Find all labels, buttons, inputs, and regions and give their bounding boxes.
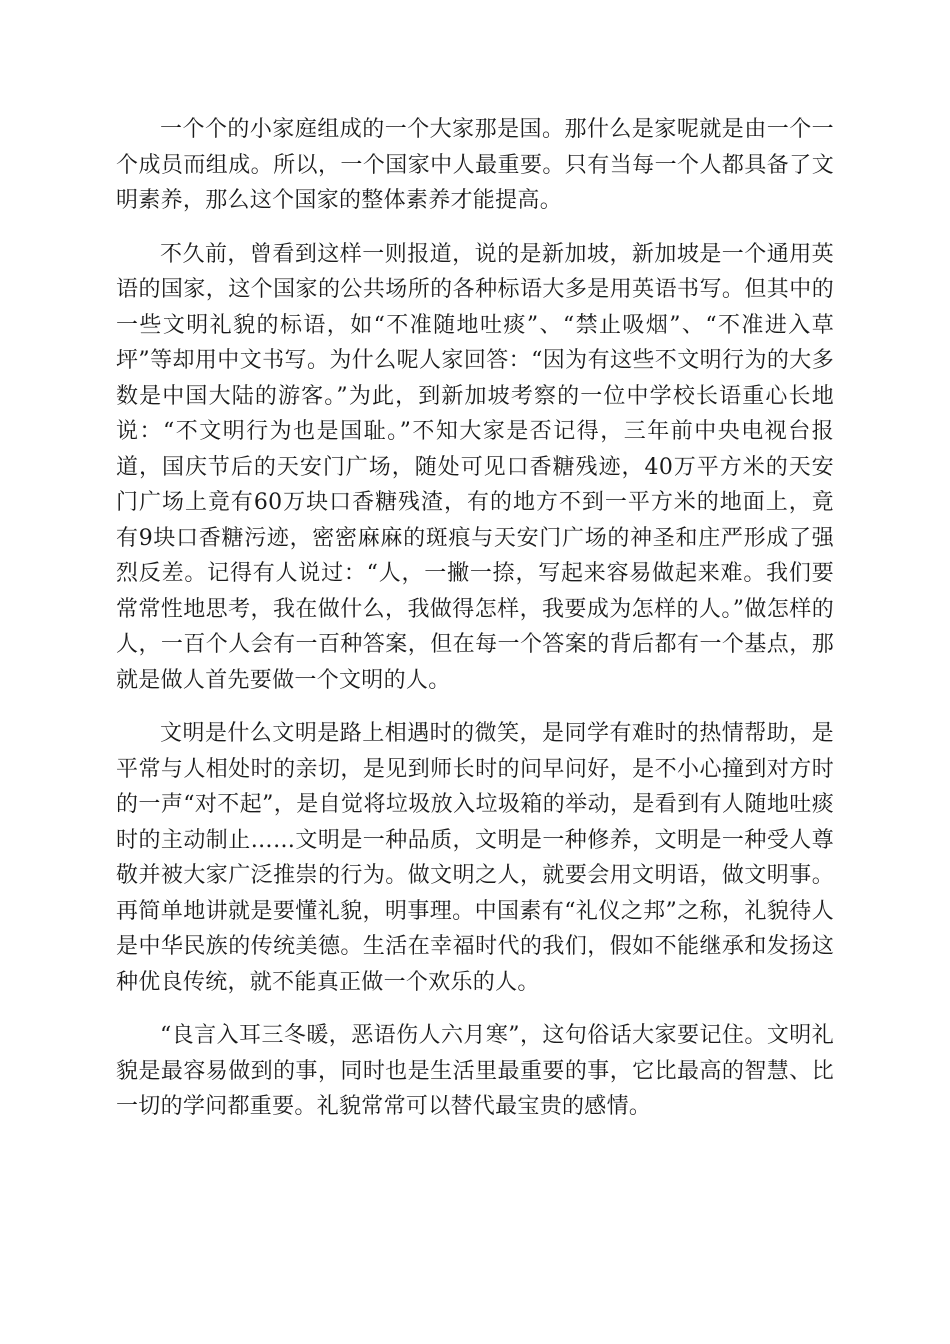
paragraph-1: 一个个的小家庭组成的一个大家那是国。那什么是家呢就是由一个一个成员而组成。所以，一个国家中人最重要。只有当每一个人都具备了文明素养，那么这个国家的整体素养才能提高。	[116, 117, 834, 213]
document-body	[116, 112, 834, 1143]
paragraph-3: 文明是什么文明是路上相遇时的微笑，是同学有难时的热情帮助，是平常与人相处时的亲切，是见到师长时的问早问好，是不小心撞到对方时的一声“对不起”，是自觉将垃圾放入垃圾箱的举动，是看到有人随地吐痰时的主动制止……文明是一种品质，文明是一种修养，文明是一种受人尊敬并被大家广泛推崇的行为。做文明之人，就要会用文明语，做文明事。再简单地讲就是要懂礼貌，明事理。中国素有“礼仪之邦”之称，礼貌待人是中华民族的传统美德。生活在幸福时代的我们，假如不能继承和发扬这种优良传统，就不能真正做一个欢乐的人。	[116, 721, 834, 995]
paragraph-2: 不久前，曾看到这样一则报道，说的是新加坡，新加坡是一个通用英语的国家，这个国家的公共场所的各种标语大多是用英语书写。但其中的一些文明礼貌的标语，如“不准随地吐痰”、“禁止吸烟”、“不准进入草坪”等却用中文书写。为什么呢人家回答：“因为有这些不文明行为的大多数是中国大陆的游客。”为此，到新加坡考察的一位中学校长语重心长地说：“不文明行为也是国耻。”不知大家是否记得，三年前中央电视台报道，国庆节后的天安门广场，随处可见口香糖残迹，40万平方米的天安门广场上竟有60万块口香糖残渣，有的地方不到一平方米的地面上，竟有9块口香糖污迹，密密麻麻的斑痕与天安门广场的神圣和庄严形成了强烈反差。记得有人说过：“人，一撇一捺，写起来容易做起来难。我们要常常性地思考，我在做什么，我做得怎样，我要成为怎样的人。”做怎样的人，一百个人会有一百种答案，但在每一个答案的背后都有一个基点，那就是做人首先要做一个文明的人。	[116, 241, 834, 693]
paragraph-4: “良言入耳三冬暖，恶语伤人六月寒”，这句俗话大家要记住。文明礼貌是最容易做到的事，同时也是生活里最重要的事，它比最高的智慧、比一切的学问都重要。礼貌常常可以替代最宝贵的感情。	[116, 1023, 834, 1119]
